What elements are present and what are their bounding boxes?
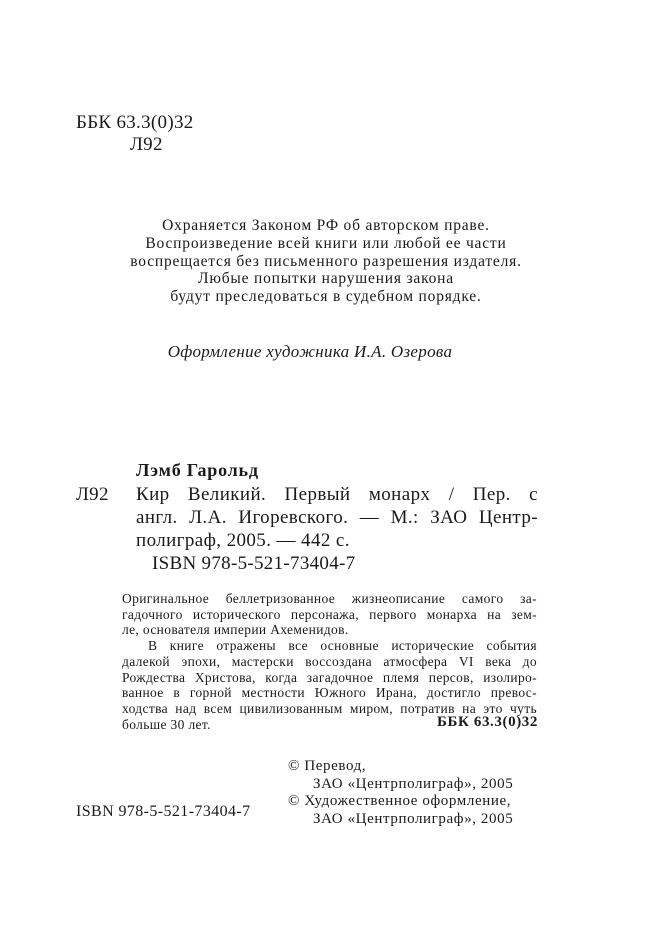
annotation-line: ходства над всем цивилизованным миром, потратив на это чуть	[122, 700, 537, 716]
credit-line: ЗАО «Центрполиграф», 2005	[313, 810, 514, 827]
design-credit: Оформление художника И.А. Озерова	[167, 342, 453, 361]
copyright-line: Любые попытки нарушения закона	[198, 270, 454, 288]
annotation-line: ванное в горной местности Южного Ирана, достигло превос-	[122, 685, 537, 701]
catalog-author: Лэмб Гарольд	[136, 460, 259, 480]
credit-line: © Художественное оформление,	[288, 793, 512, 810]
bbk-header	[76, 112, 194, 156]
copyright-line: Охраняется Законом РФ об авторском праве.	[162, 217, 490, 234]
annotation-line: далекой эпохи, мастерски воссоздана атмосфера VI века до	[122, 653, 537, 669]
description-line: полиграф, 2005. — 442 с.	[136, 530, 350, 551]
credit-line: ЗАО «Центрполиграф», 2005	[313, 775, 514, 792]
catalog-isbn: ISBN 978-5-521-73404-7	[152, 553, 356, 574]
catalog-description	[136, 483, 538, 552]
copyright-line: воспрещается без письменного разрешения издателя.	[130, 252, 522, 270]
isbn-footer: ISBN 978-5-521-73404-7	[76, 803, 251, 820]
author-mark: Л92	[130, 134, 163, 155]
catalog-code: Л92	[76, 484, 109, 505]
annotation-line: больше 30 лет.	[122, 716, 211, 732]
copyright-notice	[0, 217, 652, 306]
copyright-line: Воспроизведение всей книги или любой ее части	[145, 234, 507, 252]
annotation-line: Оригинальное беллетризованное жизнеописание самого за-	[122, 591, 537, 606]
description-line: Кир Великий. Первый монарх / Пер. с	[136, 484, 538, 505]
bbk-footer: ББК 63.3(0)32	[436, 714, 538, 730]
annotation-line: В книге отражены все основные исторические события	[148, 638, 537, 654]
description-line: англ. Л.А. Игоревского. — М.: ЗАО Центр-	[136, 507, 538, 528]
annotation-line: ле, основателя империи Ахеменидов.	[122, 622, 349, 638]
annotation-line: гадочного исторического персонажа, первого монарха на зем-	[122, 606, 537, 622]
annotation	[122, 591, 537, 732]
annotation-line: Рождества Христова, когда загадочное племя персов, изолиро-	[122, 669, 537, 685]
copyright-line: будут преследоваться в судебном порядке.	[170, 288, 482, 306]
credit-line: © Перевод,	[288, 758, 367, 774]
bbk-code: ББК 63.3(0)32	[76, 112, 194, 133]
copyright-credits	[288, 758, 513, 828]
